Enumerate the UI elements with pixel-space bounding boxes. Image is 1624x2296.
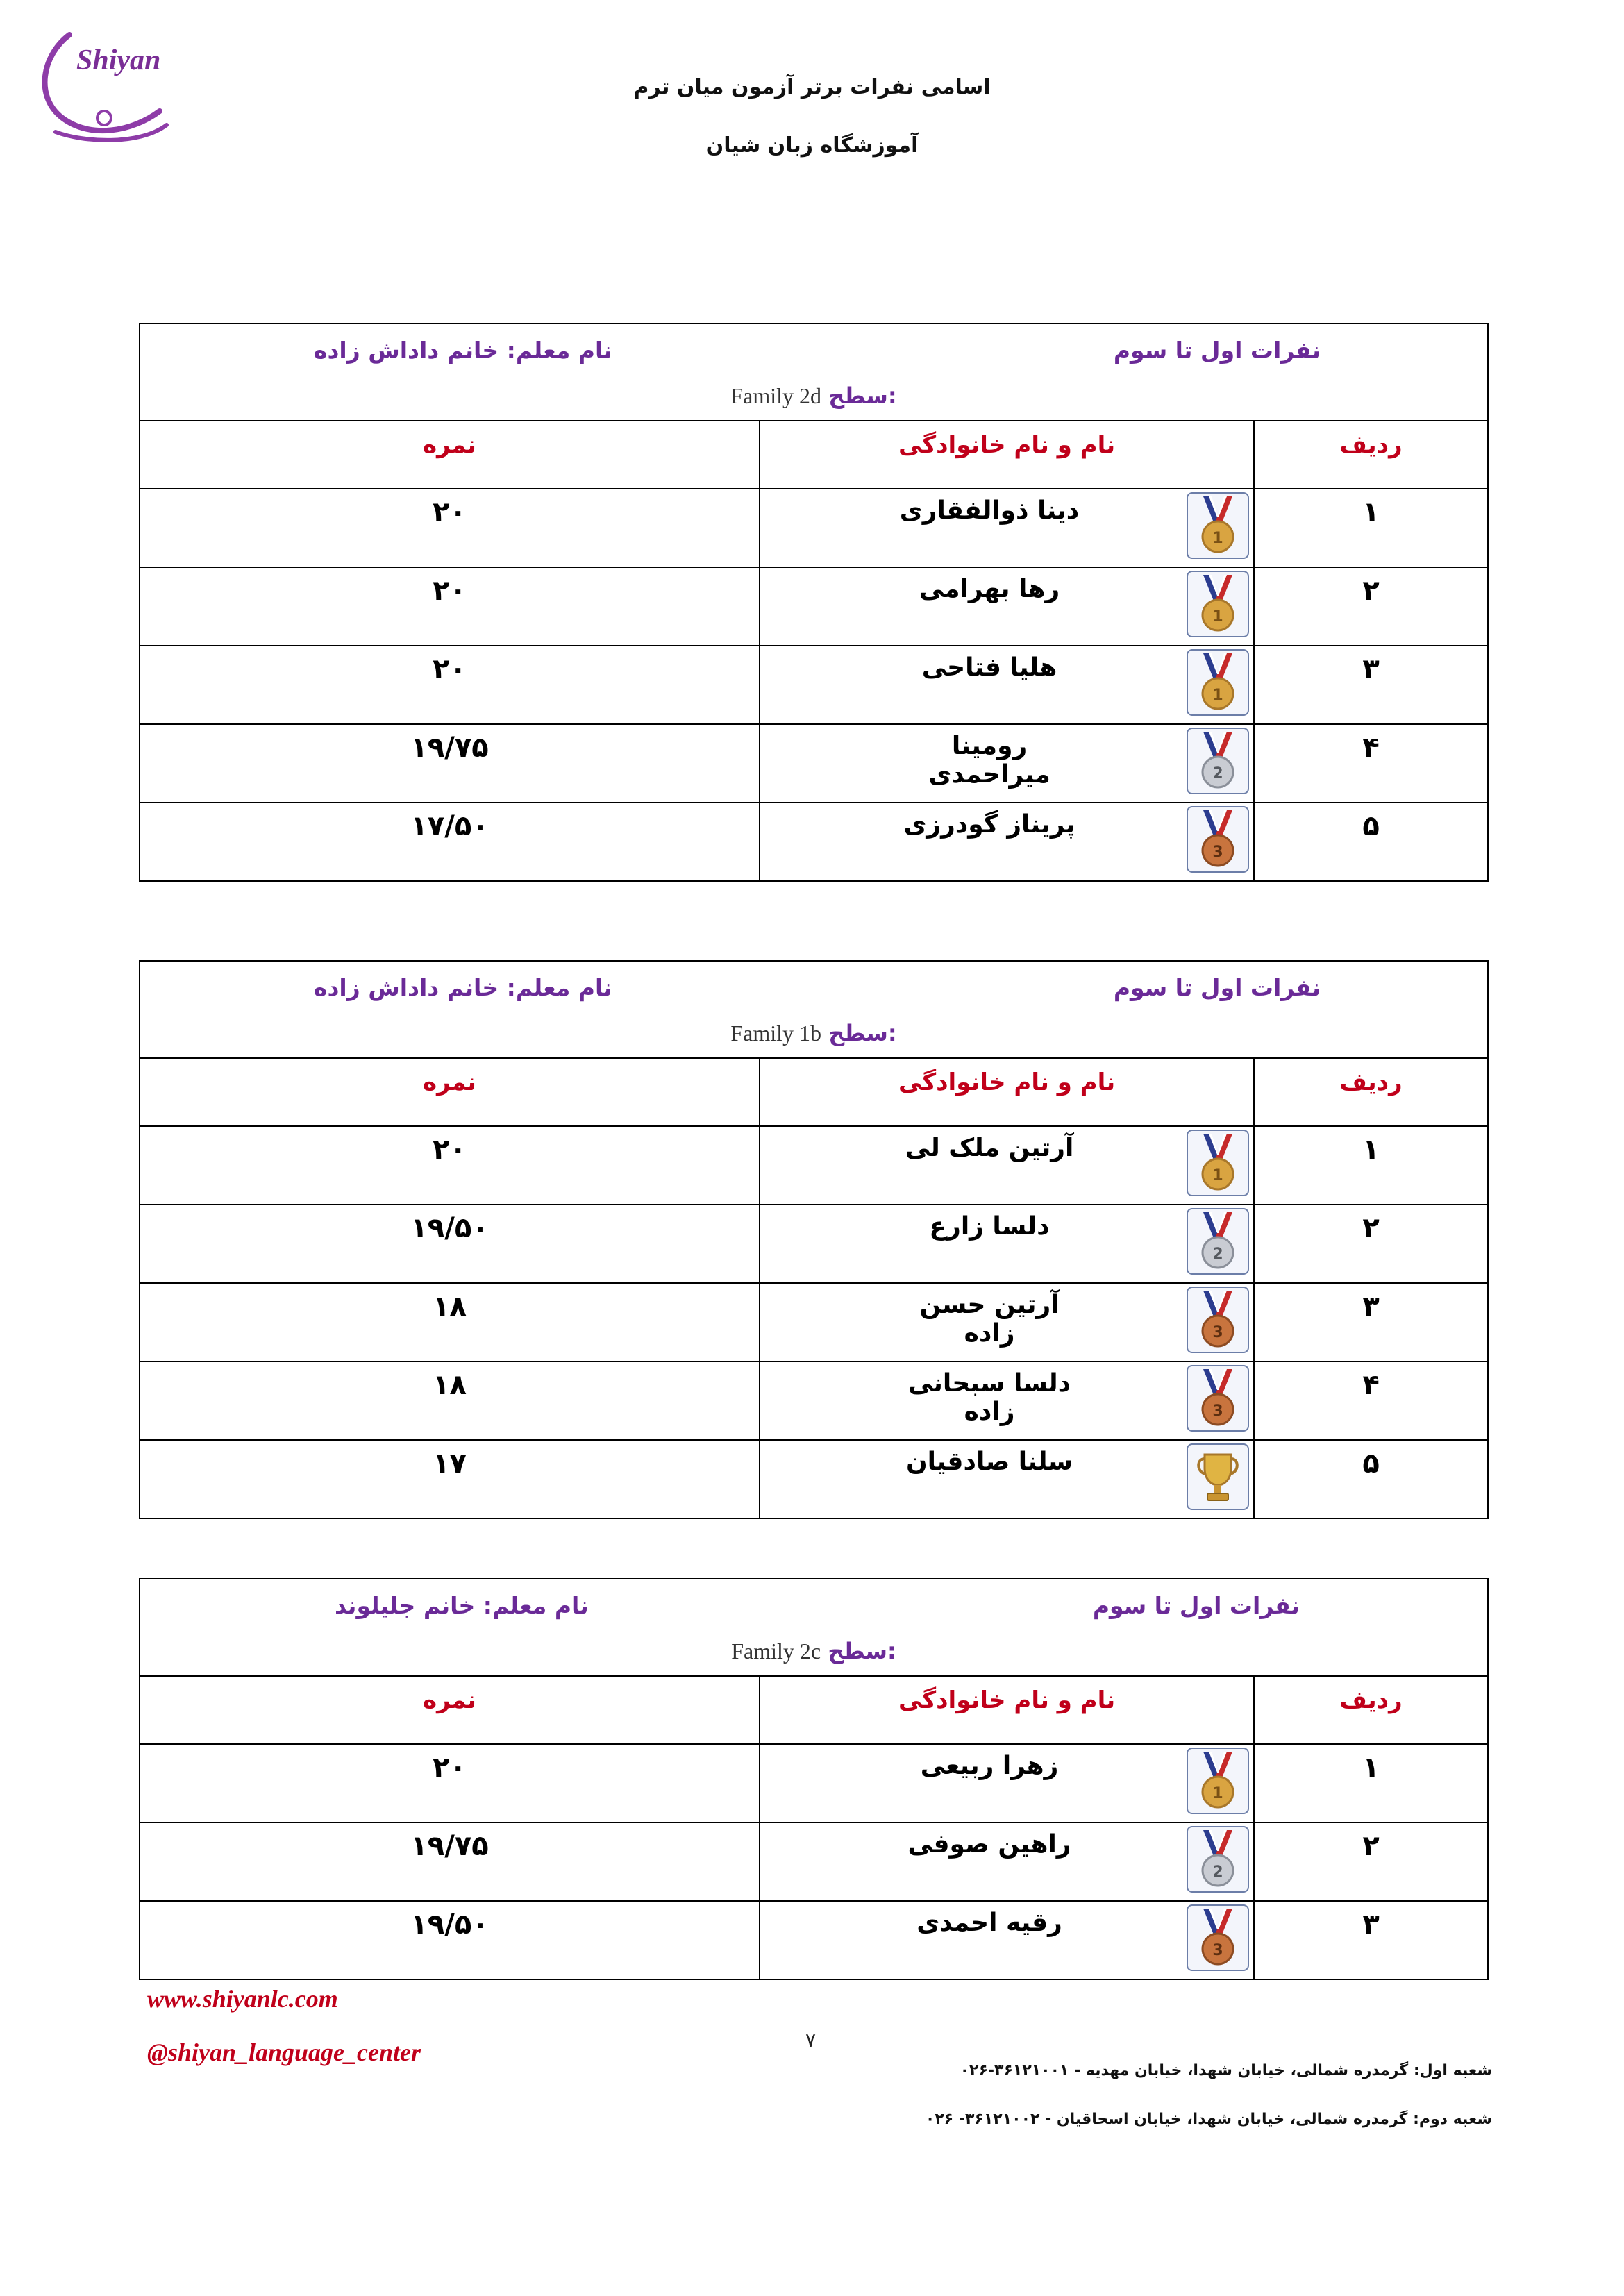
radif-cell: ۲	[1254, 1822, 1488, 1901]
header-score: نمره	[140, 421, 760, 489]
score-cell: ۱۸	[140, 1361, 760, 1440]
page-subtitle: آموزشگاه زبان شیان	[705, 133, 919, 158]
name-cell: 1 رها بهرامی	[760, 567, 1254, 646]
level-value: Family 2c	[731, 1639, 821, 1664]
level-label: سطح:	[828, 1638, 896, 1664]
table-row	[140, 1440, 1488, 1518]
name-cell: 2 راهین صوفی	[760, 1822, 1254, 1901]
table-row	[140, 1283, 1488, 1361]
svg-text:1: 1	[1212, 530, 1223, 547]
caption-title: نفرات اول تا سوم	[1092, 1592, 1300, 1619]
score-cell: ۲۰	[140, 489, 760, 567]
level-value: Family 1b	[730, 1021, 822, 1046]
bronze-medal-icon	[1187, 806, 1249, 873]
table-header-row	[140, 421, 1488, 489]
table-caption	[140, 961, 1488, 1058]
ranking-table-2	[139, 960, 1489, 1519]
svg-text:1: 1	[1212, 608, 1223, 626]
svg-text:1: 1	[1212, 687, 1223, 704]
name-cell: 1 آرتین ملک لی	[760, 1126, 1254, 1205]
table-header-row	[140, 1058, 1488, 1126]
table-caption	[140, 324, 1488, 421]
name-cell: 1 دینا ذوالفقاری	[760, 489, 1254, 567]
radif-cell: ۵	[1254, 803, 1488, 881]
header-radif: ردیف	[1254, 1676, 1488, 1744]
table-row	[140, 1205, 1488, 1283]
header-name: نام و نام خانوادگی	[760, 1676, 1254, 1744]
bronze-medal-icon	[1187, 1365, 1249, 1432]
radif-cell: ۲	[1254, 567, 1488, 646]
level-value: Family 2d	[730, 383, 822, 408]
name-cell: 2 دلسا زارع	[760, 1205, 1254, 1283]
name-cell: 3 پریناز گودرزی	[760, 803, 1254, 881]
score-cell: ۱۷	[140, 1440, 760, 1518]
gold-medal-icon	[1187, 571, 1249, 637]
radif-cell: ۳	[1254, 1901, 1488, 1979]
score-cell: ۲۰	[140, 1744, 760, 1822]
gold-medal-icon	[1187, 1748, 1249, 1814]
name-cell: 2 رومینا میراحمدی	[760, 724, 1254, 803]
score-cell: ۲۰	[140, 1126, 760, 1205]
svg-text:2: 2	[1212, 765, 1223, 782]
gold-medal-icon	[1187, 492, 1249, 559]
level-line	[140, 383, 1487, 409]
svg-text:1: 1	[1212, 1167, 1223, 1184]
radif-cell: ۱	[1254, 1744, 1488, 1822]
teacher-name: نام معلم: خانم جلیلوند	[335, 1592, 589, 1619]
header-score: نمره	[140, 1058, 760, 1126]
branch-1-address: شعبه اول: گرمدره شمالی، خیابان شهدا، خیابان مهدیه - ۳۶۱۲۱۰۰۱-۰۲۶	[960, 2062, 1492, 2079]
radif-cell: ۱	[1254, 1126, 1488, 1205]
ranking-table-3	[139, 1578, 1489, 1980]
table-row	[140, 724, 1488, 803]
score-cell: ۲۰	[140, 567, 760, 646]
score-cell: ۱۸	[140, 1283, 760, 1361]
page-title: اسامی نفرات برتر آزمون میان ترم	[633, 75, 991, 99]
caption-title: نفرات اول تا سوم	[1113, 337, 1321, 364]
table-row	[140, 1126, 1488, 1205]
header-radif: ردیف	[1254, 421, 1488, 489]
name-cell: 3 آرتین حسن زاده	[760, 1283, 1254, 1361]
table-caption	[140, 1579, 1488, 1676]
score-cell: ۱۹/۵۰	[140, 1901, 760, 1979]
table-row	[140, 646, 1488, 724]
level-label: سطح:	[828, 1020, 897, 1046]
score-cell: ۲۰	[140, 646, 760, 724]
gold-medal-icon	[1187, 649, 1249, 716]
svg-text:2: 2	[1212, 1863, 1223, 1881]
radif-cell: ۳	[1254, 1283, 1488, 1361]
svg-text:3: 3	[1212, 1942, 1223, 1959]
silver-medal-icon	[1187, 1208, 1249, 1275]
branch-2-address: شعبه دوم: گرمدره شمالی، خیابان شهدا، خیابان اسحاقیان - ۳۶۱۲۱۰۰۲- ۰۲۶	[925, 2111, 1492, 2128]
score-cell: ۱۹/۷۵	[140, 1822, 760, 1901]
table-row	[140, 1822, 1488, 1901]
svg-text:1: 1	[1212, 1785, 1223, 1802]
radif-cell: ۱	[1254, 489, 1488, 567]
logo-text: Shiyan	[76, 44, 161, 76]
name-cell: سلنا صادقیان	[760, 1440, 1254, 1518]
silver-medal-icon	[1187, 1826, 1249, 1893]
header-score: نمره	[140, 1676, 760, 1744]
instagram-handle[interactable]: @shiyan_language_center	[147, 2038, 421, 2066]
header-name: نام و نام خانوادگی	[760, 1058, 1254, 1126]
radif-cell: ۵	[1254, 1440, 1488, 1518]
silver-medal-icon	[1187, 728, 1249, 794]
svg-text:3: 3	[1212, 1324, 1223, 1341]
bronze-medal-icon	[1187, 1904, 1249, 1971]
header-radif: ردیف	[1254, 1058, 1488, 1126]
ranking-table-1	[139, 323, 1489, 882]
svg-text:3: 3	[1212, 844, 1223, 861]
trophy-icon	[1187, 1443, 1249, 1510]
svg-text:2: 2	[1212, 1246, 1223, 1263]
table-row	[140, 1744, 1488, 1822]
radif-cell: ۴	[1254, 724, 1488, 803]
level-line	[140, 1638, 1487, 1664]
radif-cell: ۳	[1254, 646, 1488, 724]
table-row	[140, 1901, 1488, 1979]
table-header-row	[140, 1676, 1488, 1744]
name-cell: 1 هلیا فتاحی	[760, 646, 1254, 724]
level-line	[140, 1020, 1487, 1046]
name-cell: 3 دلسا سبحانی زاده	[760, 1361, 1254, 1440]
table-row	[140, 489, 1488, 567]
website-link[interactable]: www.shiyanlc.com	[147, 1985, 338, 2013]
bronze-medal-icon	[1187, 1287, 1249, 1353]
name-cell: 1 زهرا ربیعی	[760, 1744, 1254, 1822]
page-number: ۷	[805, 2029, 817, 2052]
table-row	[140, 567, 1488, 646]
table-row	[140, 1361, 1488, 1440]
teacher-name: نام معلم: خانم داداش زاده	[314, 337, 612, 364]
level-label: سطح:	[828, 383, 897, 409]
svg-text:3: 3	[1212, 1402, 1223, 1420]
score-cell: ۱۷/۵۰	[140, 803, 760, 881]
radif-cell: ۲	[1254, 1205, 1488, 1283]
name-cell: 3 رقیه احمدی	[760, 1901, 1254, 1979]
header-name: نام و نام خانوادگی	[760, 421, 1254, 489]
gold-medal-icon	[1187, 1130, 1249, 1196]
table-row	[140, 803, 1488, 881]
radif-cell: ۴	[1254, 1361, 1488, 1440]
teacher-name: نام معلم: خانم داداش زاده	[314, 974, 612, 1001]
caption-title: نفرات اول تا سوم	[1113, 974, 1321, 1001]
score-cell: ۱۹/۷۵	[140, 724, 760, 803]
score-cell: ۱۹/۵۰	[140, 1205, 760, 1283]
